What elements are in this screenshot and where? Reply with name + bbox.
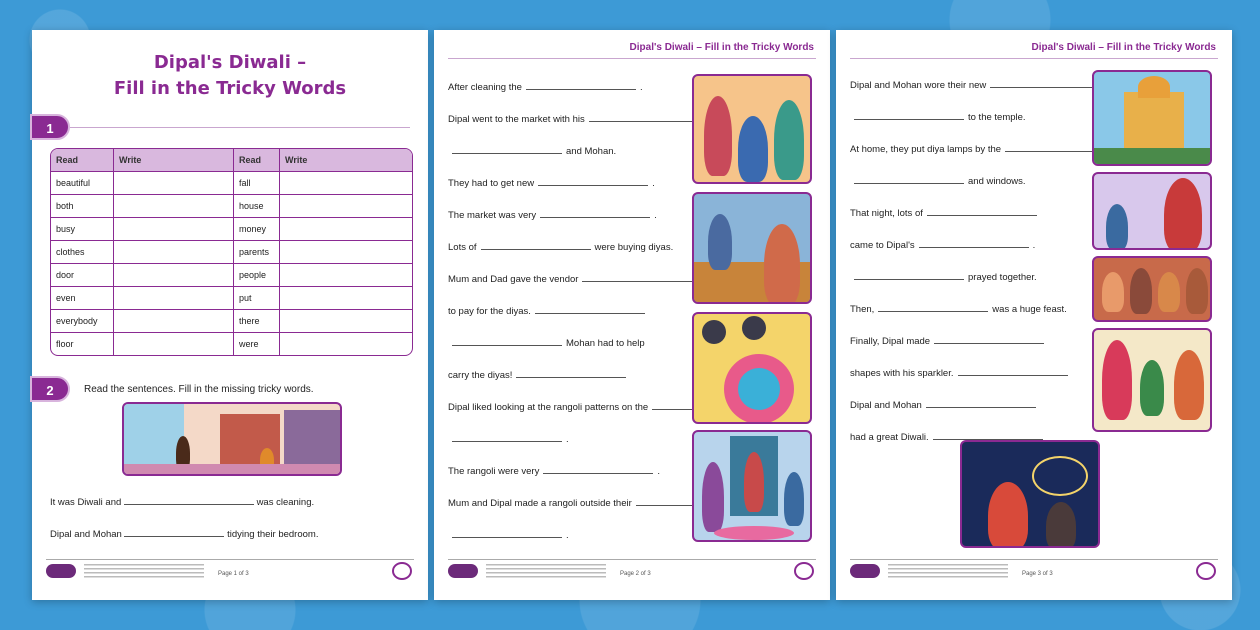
publisher-logo	[46, 564, 76, 578]
page-header: Dipal's Diwali – Fill in the Tricky Words	[629, 42, 814, 53]
copyright-text	[486, 564, 606, 580]
sentence-line: It was Diwali and was cleaning.	[50, 497, 315, 508]
answer-blank[interactable]	[516, 368, 626, 378]
sentence-line: had a great Diwali.	[850, 430, 1047, 443]
answer-blank[interactable]	[926, 398, 1036, 408]
answer-blank[interactable]	[543, 464, 653, 474]
write-cell[interactable]	[279, 240, 412, 263]
sentence-line: The rangoli were very .	[448, 466, 660, 477]
table-row	[51, 332, 412, 355]
brand-icon	[794, 562, 814, 580]
sentence-line: Mum and Dad gave the vendor	[448, 272, 696, 285]
read-word: clothes	[51, 240, 113, 263]
sentence-line: They had to get new .	[448, 178, 655, 189]
sentence-line: Dipal and Mohan wore their new	[850, 78, 1104, 91]
page-number: Page 1 of 3	[218, 571, 249, 577]
col-header-read: Read	[233, 149, 279, 171]
write-cell[interactable]	[279, 286, 412, 309]
sentence-line: Dipal went to the market with his	[448, 112, 703, 125]
sentence-line: Dipal and Mohan tidying their bedroom.	[50, 529, 319, 540]
table-row	[51, 263, 412, 286]
answer-blank[interactable]	[958, 366, 1068, 376]
answer-blank[interactable]	[526, 80, 636, 90]
answer-blank[interactable]	[582, 272, 692, 282]
sentence-line: and Mohan.	[448, 144, 616, 157]
write-cell[interactable]	[279, 332, 412, 355]
col-header-write: Write	[279, 149, 412, 171]
read-word: put	[233, 286, 279, 309]
sentence-line: prayed together.	[850, 270, 1037, 283]
doorway-illustration	[692, 430, 812, 542]
section-number-1: 1	[30, 114, 70, 140]
answer-blank[interactable]	[538, 176, 648, 186]
sentence-line: shapes with his sparkler.	[850, 366, 1072, 379]
table-row	[51, 194, 412, 217]
read-word: busy	[51, 217, 113, 240]
write-cell[interactable]	[113, 194, 233, 217]
footer-divider	[448, 559, 816, 560]
brand-icon	[1196, 562, 1216, 580]
sentence-line: came to Dipal's .	[850, 240, 1036, 251]
answer-blank[interactable]	[540, 208, 650, 218]
copyright-text	[888, 564, 1008, 580]
page-number: Page 3 of 3	[1022, 571, 1053, 577]
section-number-2: 2	[30, 376, 70, 402]
write-cell[interactable]	[113, 263, 233, 286]
sentence-line: At home, they put diya lamps by the	[850, 142, 1119, 155]
page-title	[32, 50, 428, 102]
answer-blank[interactable]	[124, 527, 224, 537]
sentence-line: Mohan had to help	[448, 336, 645, 349]
answer-blank[interactable]	[927, 206, 1037, 216]
answer-blank[interactable]	[124, 495, 254, 505]
col-header-read: Read	[51, 149, 113, 171]
header-divider	[850, 58, 1218, 59]
write-cell[interactable]	[113, 171, 233, 194]
sentence-line: to pay for the diyas.	[448, 304, 649, 317]
footer-divider	[46, 559, 414, 560]
feast-illustration	[1092, 328, 1212, 432]
sentence-line: to the temple.	[850, 110, 1026, 123]
table-header-row	[51, 149, 412, 171]
worksheet-page-3	[836, 30, 1232, 600]
page-header: Dipal's Diwali – Fill in the Tricky Words	[1031, 42, 1216, 53]
table-row	[51, 286, 412, 309]
sentence-line: The market was very .	[448, 210, 657, 221]
read-word: floor	[51, 332, 113, 355]
sentence-line: Dipal and Mohan	[850, 398, 1040, 411]
table-row	[51, 309, 412, 332]
read-word: everybody	[51, 309, 113, 332]
write-cell[interactable]	[279, 194, 412, 217]
read-word: both	[51, 194, 113, 217]
answer-blank[interactable]	[452, 528, 562, 538]
answer-blank[interactable]	[878, 302, 988, 312]
rangoli-illustration	[692, 312, 812, 424]
answer-blank[interactable]	[990, 78, 1100, 88]
header-divider	[448, 58, 816, 59]
sentence-line: Then, was a huge feast.	[850, 304, 1067, 315]
market-illustration-2	[692, 192, 812, 304]
answer-blank[interactable]	[452, 432, 562, 442]
sentence-line: and windows.	[850, 174, 1026, 187]
section-divider	[70, 127, 410, 128]
answer-blank[interactable]	[854, 174, 964, 184]
read-word: parents	[233, 240, 279, 263]
write-cell[interactable]	[113, 286, 233, 309]
answer-blank[interactable]	[452, 144, 562, 154]
worksheet-page-2	[434, 30, 830, 600]
read-word: people	[233, 263, 279, 286]
sparkler-illustration	[960, 440, 1100, 548]
instruction-text: Read the sentences. Fill in the missing tricky words.	[84, 384, 314, 395]
read-word: house	[233, 194, 279, 217]
write-cell[interactable]	[279, 309, 412, 332]
tricky-words-table	[50, 148, 413, 356]
sentence-line: Dipal liked looking at the rangoli patterns on the	[448, 400, 766, 413]
read-word: there	[233, 309, 279, 332]
sentence-line: .	[448, 432, 569, 445]
write-cell[interactable]	[279, 263, 412, 286]
write-cell[interactable]	[113, 240, 233, 263]
answer-blank[interactable]	[452, 336, 562, 346]
brand-icon	[392, 562, 412, 580]
copyright-text	[84, 564, 204, 580]
answer-blank[interactable]	[934, 334, 1044, 344]
answer-blank[interactable]	[589, 112, 699, 122]
sentence-line: After cleaning the .	[448, 82, 643, 93]
title-line-1: Dipal's Diwali –	[153, 52, 307, 73]
answer-blank[interactable]	[933, 430, 1043, 440]
temple-illustration	[1092, 70, 1212, 166]
publisher-logo	[448, 564, 478, 578]
sentence-line: Finally, Dipal made	[850, 334, 1048, 347]
family-prayer-illustration	[1092, 256, 1212, 322]
read-word: money	[233, 217, 279, 240]
write-cell[interactable]	[113, 332, 233, 355]
bedroom-illustration	[122, 402, 342, 476]
sentence-line: Lots of were buying diyas.	[448, 242, 674, 253]
worksheet-page-1	[32, 30, 428, 600]
publisher-logo	[850, 564, 880, 578]
footer-divider	[850, 559, 1218, 560]
write-cell[interactable]	[113, 309, 233, 332]
write-cell[interactable]	[279, 171, 412, 194]
sentence-line: That night, lots of	[850, 206, 1041, 219]
read-word: beautiful	[51, 171, 113, 194]
answer-blank[interactable]	[481, 240, 591, 250]
read-word: fall	[233, 171, 279, 194]
answer-blank[interactable]	[854, 270, 964, 280]
sentence-line: carry the diyas!	[448, 368, 630, 381]
sentence-line: .	[448, 528, 569, 541]
diya-lamps-illustration	[1092, 172, 1212, 250]
page-number: Page 2 of 3	[620, 571, 651, 577]
read-word: door	[51, 263, 113, 286]
write-cell[interactable]	[279, 217, 412, 240]
read-word: even	[51, 286, 113, 309]
table-row	[51, 240, 412, 263]
read-word: were	[233, 332, 279, 355]
title-line-2: Fill in the Tricky Words	[113, 78, 347, 99]
answer-blank[interactable]	[535, 304, 645, 314]
sentence-line: Mum and Dipal made a rangoli outside their	[448, 496, 750, 509]
table-row	[51, 171, 412, 194]
col-header-write: Write	[113, 149, 233, 171]
table-row	[51, 217, 412, 240]
answer-blank[interactable]	[854, 110, 964, 120]
write-cell[interactable]	[113, 217, 233, 240]
market-illustration-1	[692, 74, 812, 184]
answer-blank[interactable]	[919, 238, 1029, 248]
